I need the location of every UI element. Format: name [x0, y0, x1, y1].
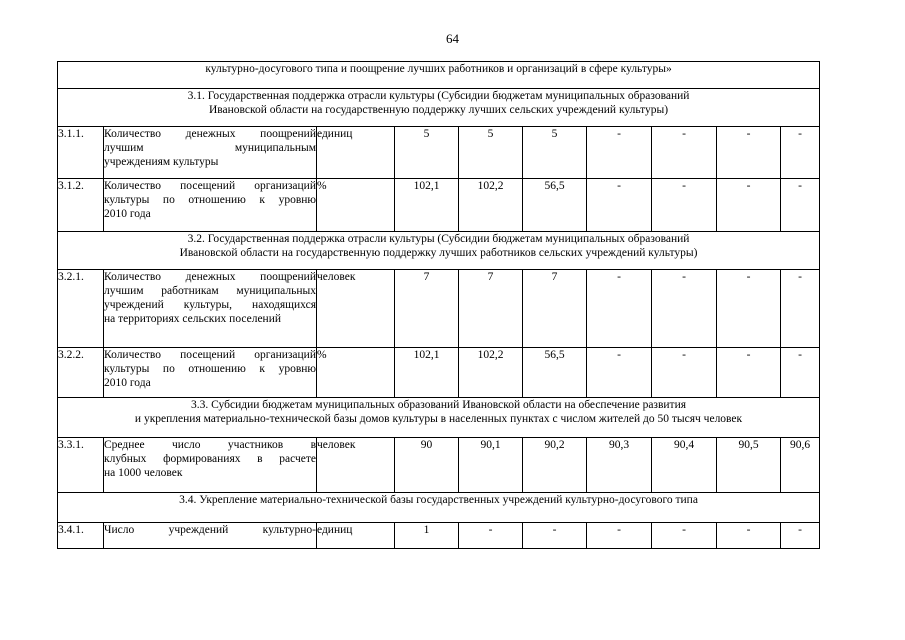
indicator-name — [104, 127, 317, 179]
section-title-line: Ивановской области на государственную поддержку лучших работников сельских учреждений культуры) — [179, 247, 698, 259]
unit-of-measure: единиц — [317, 127, 395, 179]
section-title-line: 3.1. Государственная поддержка отрасли культуры (Субсидии бюджетам муниципальных образований — [187, 90, 690, 102]
section-header-row — [58, 232, 820, 270]
indicator-name — [104, 348, 317, 398]
value-cell: - — [459, 523, 523, 549]
value-cell: 90,2 — [523, 438, 587, 493]
value-cell: - — [781, 270, 820, 348]
section-title-line: культурно-досугового типа и поощрение лучших работников и организаций в сфере культуры» — [205, 63, 672, 75]
table-row — [58, 127, 820, 179]
value-cell: - — [587, 179, 652, 232]
value-cell: - — [781, 179, 820, 232]
section-header-row — [58, 62, 820, 89]
value-cell: - — [587, 523, 652, 549]
indicator-line: Количество денежных поощрений — [104, 271, 316, 283]
indicators-table — [57, 61, 820, 549]
indicator-line: культуры по отношению к уровню — [104, 194, 316, 206]
value-cell: 90,4 — [652, 438, 717, 493]
value-cell: 1 — [395, 523, 459, 549]
value-cell: 90,5 — [717, 438, 781, 493]
section-title — [58, 89, 820, 127]
value-cell: 90,3 — [587, 438, 652, 493]
section-title-line: и укрепления материально-технической базы домов культуры в населенных пунктах с числом жителей до 50 тысяч человек — [134, 413, 743, 425]
value-cell: - — [652, 127, 717, 179]
value-cell: 5 — [395, 127, 459, 179]
indicator-name — [104, 523, 317, 549]
value-cell: - — [652, 523, 717, 549]
unit-of-measure: человек — [317, 270, 395, 348]
section-title — [58, 398, 820, 438]
section-header-row — [58, 89, 820, 127]
indicator-name — [104, 270, 317, 348]
row-number: 3.4.1. — [58, 523, 104, 549]
unit-of-measure: % — [317, 179, 395, 232]
value-cell: - — [781, 523, 820, 549]
value-cell: - — [652, 270, 717, 348]
value-cell: - — [717, 523, 781, 549]
value-cell: 90,1 — [459, 438, 523, 493]
indicator-line: на 1000 человек — [104, 467, 183, 479]
indicator-line: учреждений культуры, находящихся — [104, 299, 316, 311]
value-cell: 102,1 — [395, 179, 459, 232]
unit-of-measure: % — [317, 348, 395, 398]
value-cell: - — [717, 127, 781, 179]
value-cell: - — [652, 348, 717, 398]
value-cell: - — [717, 270, 781, 348]
section-title-line: Ивановской области на государственную поддержку лучших сельских учреждений культуры) — [208, 104, 669, 116]
table-row — [58, 523, 820, 549]
indicator-line: Количество денежных поощрений — [104, 128, 316, 140]
row-number: 3.3.1. — [58, 438, 104, 493]
row-number: 3.1.2. — [58, 179, 104, 232]
indicator-name — [104, 438, 317, 493]
unit-of-measure: единиц — [317, 523, 395, 549]
section-title — [58, 232, 820, 270]
section-header-row — [58, 398, 820, 438]
indicator-line: на территориях сельских поселений — [104, 313, 282, 325]
table-row — [58, 438, 820, 493]
indicator-line: Количество посещений организаций — [104, 349, 316, 361]
page-number: 64 — [446, 31, 459, 46]
table-row — [58, 179, 820, 232]
row-number: 3.2.1. — [58, 270, 104, 348]
value-cell: - — [781, 127, 820, 179]
section-title-line: 3.2. Государственная поддержка отрасли культуры (Субсидии бюджетам муниципальных образований — [187, 233, 690, 245]
value-cell: 7 — [395, 270, 459, 348]
value-cell: - — [652, 179, 717, 232]
value-cell: 102,2 — [459, 179, 523, 232]
indicator-line: лучшим муниципальным — [104, 142, 316, 154]
indicator-line: клубных формированиях в расчете — [104, 453, 316, 465]
value-cell: - — [587, 348, 652, 398]
indicator-line: Число учреждений культурно- — [104, 524, 316, 536]
value-cell: - — [587, 270, 652, 348]
section-title — [58, 62, 820, 89]
row-number: 3.1.1. — [58, 127, 104, 179]
value-cell: 7 — [523, 270, 587, 348]
indicator-line: лучшим работникам муниципальных — [104, 285, 316, 297]
value-cell: 90 — [395, 438, 459, 493]
unit-of-measure: человек — [317, 438, 395, 493]
indicator-line: Количество посещений организаций — [104, 180, 316, 192]
value-cell: - — [781, 348, 820, 398]
indicator-line: 2010 года — [104, 208, 151, 220]
value-cell: - — [717, 179, 781, 232]
value-cell: 102,1 — [395, 348, 459, 398]
value-cell: - — [523, 523, 587, 549]
section-header-row — [58, 493, 820, 523]
value-cell: 90,6 — [781, 438, 820, 493]
indicator-line: 2010 года — [104, 377, 151, 389]
value-cell: 7 — [459, 270, 523, 348]
table-row — [58, 270, 820, 348]
value-cell: 102,2 — [459, 348, 523, 398]
value-cell: 5 — [523, 127, 587, 179]
row-number: 3.2.2. — [58, 348, 104, 398]
value-cell: - — [587, 127, 652, 179]
value-cell: 5 — [459, 127, 523, 179]
indicator-name — [104, 179, 317, 232]
section-title-line: 3.3. Субсидии бюджетам муниципальных образований Ивановской области на обеспечение развития — [191, 399, 687, 411]
value-cell: 56,5 — [523, 179, 587, 232]
section-title-line: 3.4. Укрепление материально-технической базы государственных учреждений культурно-досугового типа — [179, 494, 698, 506]
value-cell: 56,5 — [523, 348, 587, 398]
table-row — [58, 348, 820, 398]
indicator-line: Среднее число участников в — [104, 439, 316, 451]
indicator-line: культуры по отношению к уровню — [104, 363, 316, 375]
section-title — [58, 493, 820, 523]
indicator-line: учреждениям культуры — [104, 156, 219, 168]
value-cell: - — [717, 348, 781, 398]
